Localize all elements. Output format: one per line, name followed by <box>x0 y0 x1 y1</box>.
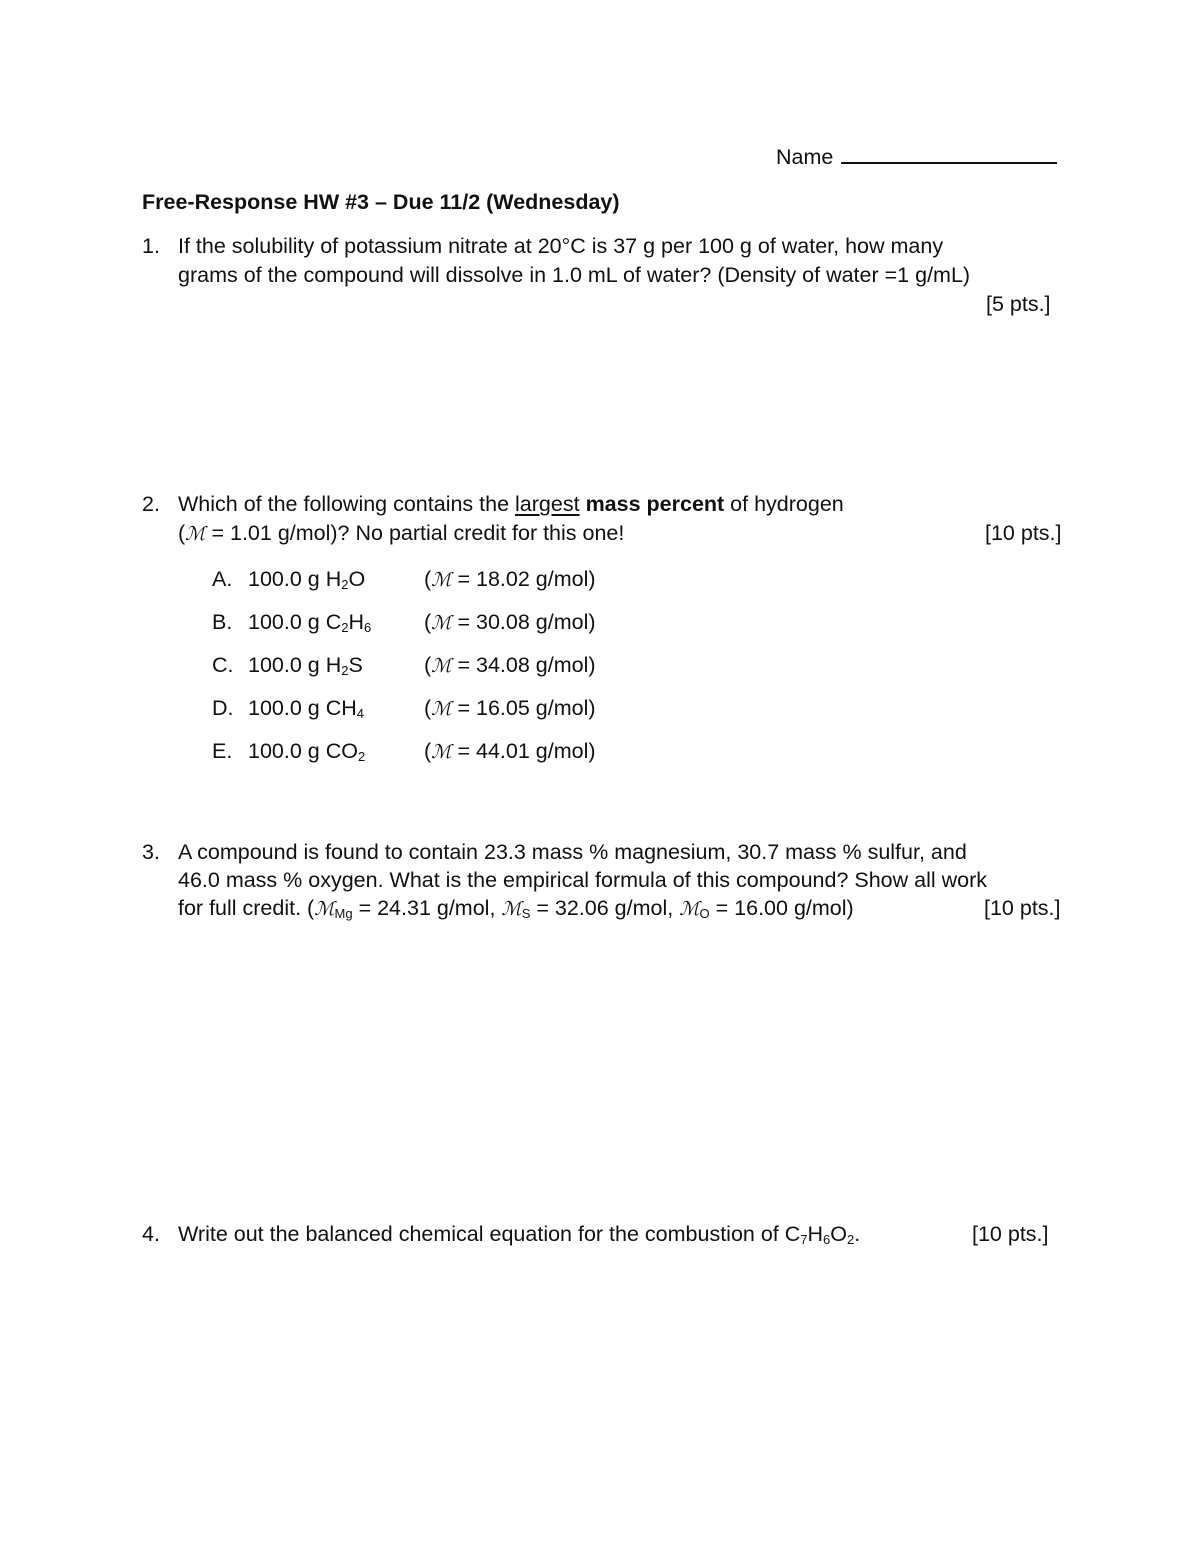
choice-amount: 100.0 g H <box>248 653 342 677</box>
molar-mass-symbol: ℳ <box>431 698 452 720</box>
q2-line2-rest: = 1.01 g/mol)? No partial credit for this one! <box>205 521 625 545</box>
q2-mass-percent: mass percent <box>585 492 725 516</box>
choice-amount: 100.0 g H <box>248 567 342 591</box>
choice-element: H <box>348 610 364 634</box>
choice-letter: C. <box>212 653 234 677</box>
q2-text-b: of hydrogen <box>724 492 844 516</box>
name-blank-line[interactable] <box>841 142 1057 164</box>
q3-number: 3. <box>142 840 160 864</box>
q3-line1 <box>142 838 967 866</box>
choice-amount: 100.0 g C <box>248 610 342 634</box>
q3-sub-mg: Mg <box>334 906 353 921</box>
q4-mid1: H <box>807 1222 824 1246</box>
choice-subscript: 2 <box>341 577 349 592</box>
choice-formula <box>248 565 424 596</box>
choice-letter: B. <box>212 610 233 634</box>
choice-row <box>212 608 596 639</box>
choice-element: S <box>348 653 363 677</box>
choice-molar-mass: = 18.02 g/mol) <box>451 567 596 591</box>
choice-open-paren: ( <box>424 739 432 763</box>
choice-amount: 100.0 g CO <box>248 739 358 763</box>
choice-molar-mass: = 34.08 g/mol) <box>451 653 596 677</box>
q4-end: . <box>854 1222 861 1246</box>
choice-row <box>212 651 596 682</box>
name-label: Name <box>776 145 834 169</box>
choice-formula <box>248 694 424 725</box>
choice-letter: E. <box>212 739 233 763</box>
choice-row <box>212 694 596 725</box>
molar-mass-symbol: ℳ <box>679 898 700 920</box>
choice-subscript: 4 <box>356 706 364 721</box>
choice-open-paren: ( <box>424 696 432 720</box>
q3-line3 <box>178 894 854 925</box>
q3-text-line1: A compound is found to contain 23.3 mass % magnesium, 30.7 mass % sulfur, and <box>178 840 967 864</box>
molar-mass-symbol: ℳ <box>431 741 452 763</box>
q1-number: 1. <box>142 234 160 258</box>
molar-mass-symbol: ℳ <box>431 569 452 591</box>
choice-subscript: 2 <box>341 620 349 635</box>
q2-line2 <box>178 519 624 548</box>
choice-molar-mass: = 30.08 g/mol) <box>451 610 596 634</box>
q1-text-line1: If the solubility of potassium nitrate at 20°C is 37 g per 100 g of water, how many <box>178 234 944 258</box>
q4-line <box>142 1220 860 1251</box>
q3-points: [10 pts.] <box>984 896 1061 920</box>
choice-letter: D. <box>212 696 234 720</box>
molar-mass-symbol: ℳ <box>501 898 522 920</box>
choice-row <box>212 737 596 768</box>
q3-sub-s: S <box>521 906 531 921</box>
q3-text-a: for full credit. ( <box>178 896 315 920</box>
choice-open-paren: ( <box>424 567 432 591</box>
molar-mass-symbol: ℳ <box>314 898 335 920</box>
choice-row <box>212 565 596 596</box>
q4-text: Write out the balanced chemical equation for the combustion of C <box>178 1222 801 1246</box>
choice-molar-mass: = 16.05 g/mol) <box>451 696 596 720</box>
molar-mass-symbol: ℳ <box>185 523 206 545</box>
choice-open-paren: ( <box>424 653 432 677</box>
q1-points: [5 pts.] <box>986 292 1051 316</box>
q3-text-b: = 24.31 g/mol, <box>352 896 502 920</box>
name-field[interactable] <box>776 142 1057 171</box>
molar-mass-symbol: ℳ <box>431 612 452 634</box>
q1-text-line2: grams of the compound will dissolve in 1.0 mL of water? (Density of water =1 g/mL) <box>178 263 971 287</box>
choice-element: O <box>348 567 366 591</box>
q4-sub1: 7 <box>800 1232 808 1247</box>
choice-subscript: 2 <box>357 749 366 764</box>
molar-mass-symbol: ℳ <box>431 655 452 677</box>
q4-points: [10 pts.] <box>972 1222 1049 1246</box>
page-title: Free-Response HW #3 – Due 11/2 (Wednesday) <box>142 190 620 214</box>
q4-number: 4. <box>142 1222 160 1246</box>
q3-text-c: = 32.06 g/mol, <box>530 896 680 920</box>
q2-line1 <box>142 490 844 518</box>
choice-subscript: 2 <box>341 663 349 678</box>
q4-sub2: 6 <box>823 1232 831 1247</box>
q2-open-paren: ( <box>178 521 186 545</box>
choice-open-paren: ( <box>424 610 432 634</box>
q2-largest: largest <box>515 492 580 516</box>
q2-number: 2. <box>142 492 160 516</box>
q3-text-line2: 46.0 mass % oxygen. What is the empirical formula of this compound? Show all work <box>178 868 988 892</box>
q3-sub-o: O <box>699 906 710 921</box>
q4-mid2: O <box>830 1222 847 1246</box>
choice-formula <box>248 608 424 639</box>
q3-text-d: = 16.00 g/mol) <box>709 896 854 920</box>
q2-points: [10 pts.] <box>985 521 1062 545</box>
choice-formula <box>248 737 424 768</box>
choice-letter: A. <box>212 567 233 591</box>
choice-amount: 100.0 g CH <box>248 696 357 720</box>
choice-molar-mass: = 44.01 g/mol) <box>451 739 596 763</box>
choice-formula <box>248 651 424 682</box>
q2-text-a: Which of the following contains the <box>178 492 516 516</box>
choice-subscript: 6 <box>364 620 372 635</box>
q1-line1 <box>142 232 943 260</box>
q4-sub3: 2 <box>847 1232 855 1247</box>
